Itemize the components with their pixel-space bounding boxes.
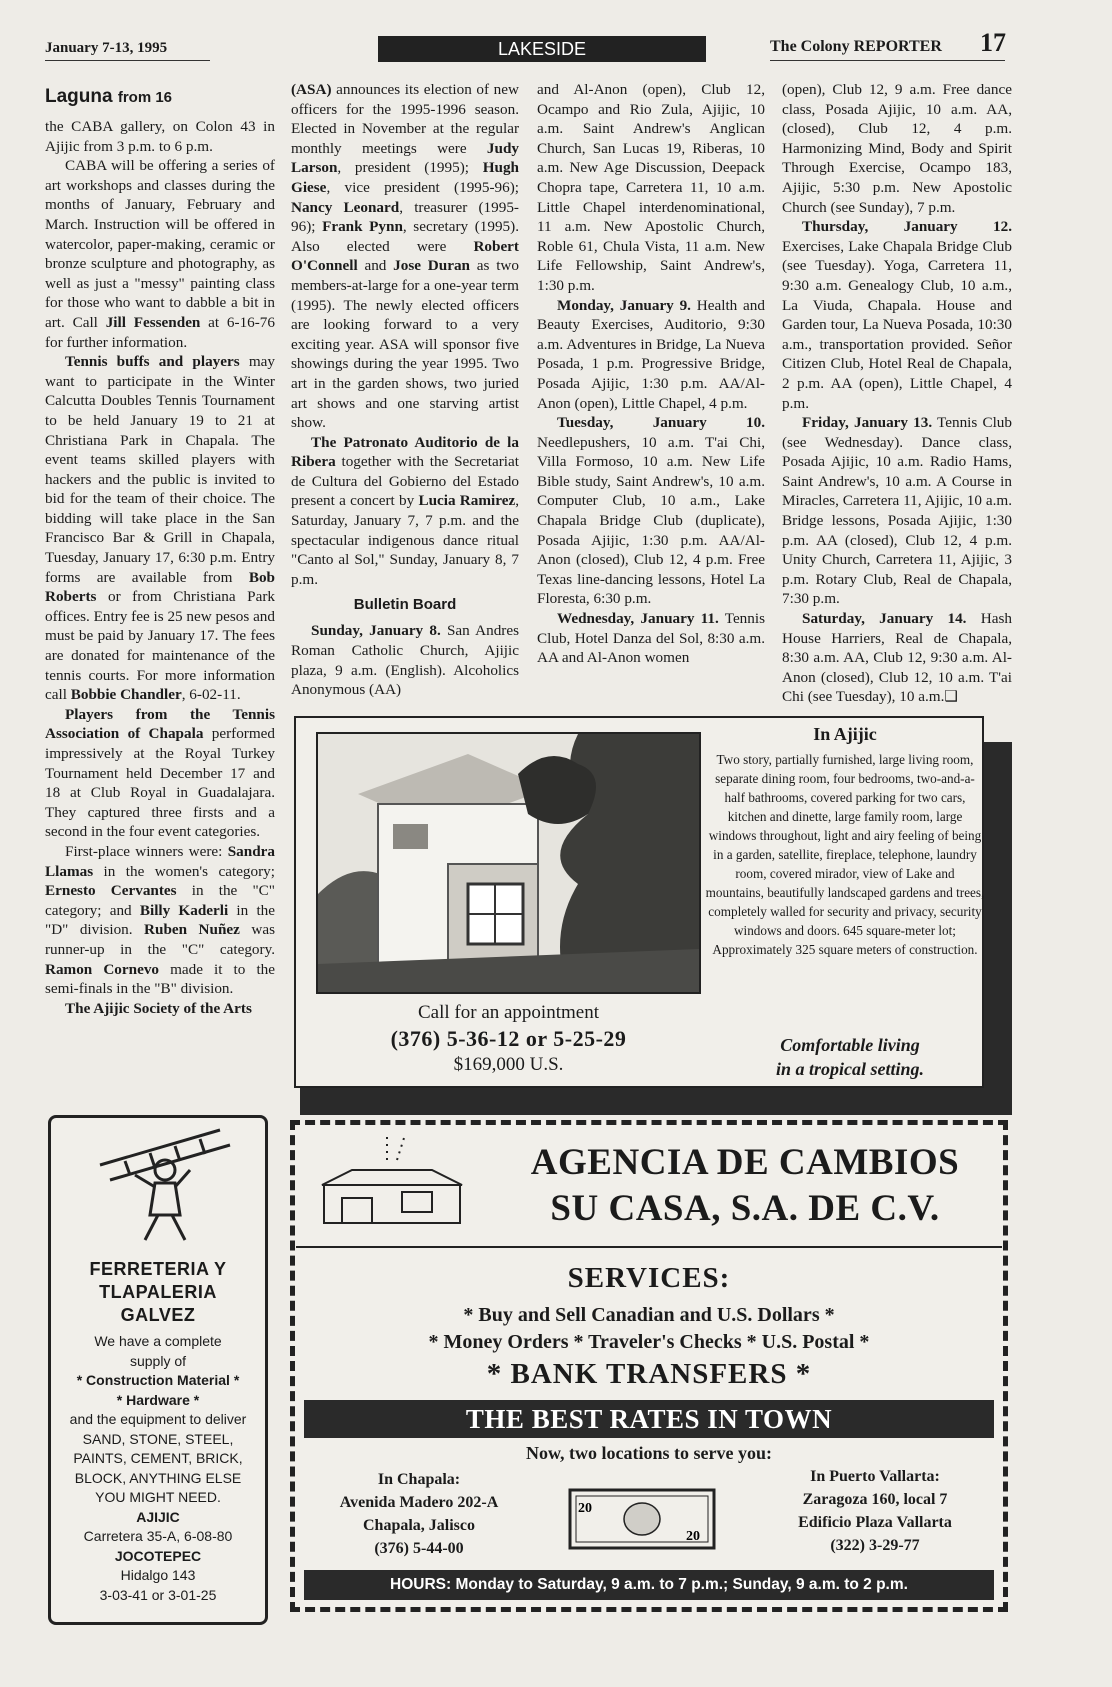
location-vallarta: In Puerto Vallarta: Zaragoza 160, local 7 Edificio Plaza Vallarta (322) 3-29-77 <box>798 1468 952 1554</box>
article-jump: from 16 <box>117 89 173 106</box>
paragraph: Tennis buffs and players may want to participate in the Winter Calcutta Doubles Tennis Tournament to be held January 19 to 21 at Christiana Park in Chapala. The event teams skilled players with hackers and the public is invited to bid for the team of their choice. The bidding will take place in the San Francisco Bar & Grill in Chapala, Tuesday, January 17, 6:30 p.m. Entry forms are available from Bob Roberts or from Christiana Park offices. Entry fee is 25 new pesos and must be paid by January 17. The fees are donated for maintenance of the tennis courts. For more information call Bobbie Chandler, 6-02-11. <box>45 353 275 704</box>
paragraph: Players from the Tennis Association of Chapala performed impressively at the Royal Turkey Tournament held December 17 and 18 at Club Royal in Guadalajara. They captured three firsts and a second in the four event categories. <box>45 705 275 841</box>
locations-heading: Now, two locations to serve you: <box>526 1443 772 1463</box>
svg-text:20: 20 <box>686 1529 700 1544</box>
bulletin-board-heading: Bulletin Board <box>353 596 457 614</box>
agencia-rule <box>296 1246 1002 1248</box>
paragraph: The Patronato Auditorio de la Ribera together with the Secretariat de Cultura del Gobierno del Estado present a concert by Lucia Ramirez, Saturday, January 7, 7 p.m. and the spectacular indigenous dance ritual "Canto al Sol," Sunday, January 8, 7 p.m. <box>291 433 519 588</box>
house-ad-title: In Ajijic <box>813 724 877 744</box>
paragraph: Tuesday, January 10. Needlepushers, 10 a.m. T'ai Chi, Villa Formoso, 10 a.m. New Life Bible study, Saint Andrew's, 10 a.m. Computer Club, 10 a.m., Lake Chapala Bridge Club (duplicate), Posada Ajijic, 1:30 p.m. AA/Al-Anon (closed), Club 12, 4 p.m. Free Texas line-dancing lessons, Hotel La Floresta, 6:30 p.m. <box>537 414 765 608</box>
best-rates-banner: THE BEST RATES IN TOWN <box>304 1400 994 1438</box>
paragraph: the CABA gallery, on Colon 43 in Ajijic from 3 p.m. to 6 p.m. <box>45 118 275 155</box>
end-mark: ❑ <box>944 688 959 706</box>
article-title: Laguna <box>45 86 113 107</box>
house-photo <box>316 732 701 994</box>
house-ad-tagline: Comfortable living in a tropical setting. <box>775 1035 925 1079</box>
paragraph: (open), Club 12, 9 a.m. Free dance class, Posada Ajijic, 10 a.m. AA, (closed), Club 12, 4 p.m. Harmonizing Mind, Body and Spirit Through Exercise, Ocampo 183, Ajijic, 5:30 p.m. New Apostolic Church (see Sunday), 7 p.m. <box>782 81 1012 216</box>
svg-text:20: 20 <box>578 1501 592 1516</box>
ferreteria-title: FERRETERIA Y TLAPALERIA GALVEZ <box>89 1259 227 1325</box>
article-heading <box>45 86 172 108</box>
page-number: 17 <box>980 28 1006 57</box>
service-line: * Buy and Sell Canadian and U.S. Dollars * <box>463 1304 835 1326</box>
column-2 <box>291 80 519 700</box>
paragraph: The Ajijic Society of the Arts <box>65 999 252 1017</box>
services-heading: SERVICES: <box>567 1262 731 1294</box>
paragraph: Wednesday, January 11. Tennis Club, Hotel Danza del Sol, 8:30 a.m. AA and Al-Anon women <box>537 610 765 667</box>
service-line: * Money Orders * Traveler's Checks * U.S. Postal * <box>428 1331 870 1353</box>
call-text: Call for an appointment <box>418 1002 599 1023</box>
phone-numbers: (376) 5-36-12 or 5-25-29 <box>390 1026 627 1051</box>
column-1 <box>45 117 275 1018</box>
worker-ladder-icon <box>80 1125 245 1245</box>
paragraph: Saturday, January 14. Hash House Harriers, Real de Chapala, 8:30 a.m. AA, Club 12, 9:30 a.m. Al-Anon (closed), Club 12, 10 a.m. T'ai Chi (see Tuesday), 10 a.m.❑ <box>782 610 1012 706</box>
column-3 <box>537 80 765 668</box>
ferreteria-body: We have a complete supply of * Construction Material * * Hardware * and the equipment to deliver SAND, STONE, STEEL, PAINTS, CEMENT, BRICK, BLOCK, ANYTHING ELSE YOU MIGHT NEED. AJIJIC Carretera 35-A, 6-08-80 JOCOTEPEC Hidalgo 143 3-03-41 or 3-01-25 <box>69 1333 247 1603</box>
house-ad-contact <box>316 1000 701 1078</box>
house-sketch-icon <box>312 1130 472 1230</box>
hours-banner: HOURS: Monday to Saturday, 9 a.m. to 7 p.m.; Sunday, 9 a.m. to 2 p.m. <box>304 1570 994 1600</box>
paper-name: The Colony REPORTER <box>770 38 942 55</box>
paragraph: CABA will be offering a series of art workshops and classes during the months of January, February and March. Instruction will be offered in watercolor, paper-making, ceramic or bronze sculpture and photography, as well as just a "messy" painting class for those who want to dabble a bit in art. Call Jill Fessenden at 6-16-76 for further information. <box>45 157 275 351</box>
header-rule <box>45 60 210 61</box>
paragraph: Thursday, January 12. Exercises, Lake Chapala Bridge Club (see Tuesday). Yoga, Carretera 11, 9:30 a.m. Genealogy Club, 10 a.m., La Viuda, Chapala. House and Garden tour, La Nueva Posada, 10:30 a.m., transportation provided. Señor Citizen Club, Hotel Real de Chapala, 2 p.m. AA (open), Little Chapel, 4 p.m. <box>782 218 1012 412</box>
price: $169,000 U.S. <box>453 1054 564 1075</box>
header-rule-right <box>770 60 1005 61</box>
location-chapala: In Chapala: Avenida Madero 202-A Chapala, Jalisco (376) 5-44-00 <box>339 1471 499 1557</box>
house-photo-illustration <box>318 734 699 992</box>
issue-date: January 7-13, 1995 <box>45 40 168 56</box>
paragraph: and Al-Anon (open), Club 12, Ocampo and Rio Zula, Ajijic, 10 a.m. Saint Andrew's Anglican Church, San Lucas 19, Riberas, 10 a.m. New Age Discussion, Deepack Chopra tape, Carretera 11, 10 a.m. Little Chapel interdenominational, 11 a.m. New Apostolic Church, Roble 61, Chula Vista, 11 a.m. New Life Fellowship, Saint Andrew's, 1:30 p.m. <box>537 81 765 294</box>
banknote-icon <box>568 1488 716 1550</box>
service-line: * BANK TRANSFERS * <box>486 1358 812 1390</box>
paragraph: Monday, January 9. Health and Beauty Exercises, Auditorio, 9:30 a.m. Adventures in Bridge, La Nueva Posada, 1 p.m. Progressive Bridge, Posada Ajijic, 1:30 p.m. AA/Al-Anon (open), Little Chapel, 4 p.m. <box>537 296 765 412</box>
paragraph: (ASA) announces its election of new officers for the 1995-1996 season. Elected in November at the regular monthly meetings were Judy Larson, president (1995); Hugh Giese, vice president (1995-96); Nancy Leonard, treasurer (1995-96); Frank Pynn, secretary (1995). Also elected were Robert O'Connell and Jose Duran as two members-at-large for a one-year term (1995). The newly elected officers are looking forward to a very exciting year. ASA will sponsor five showings during the year 1995. Two art in the garden shows, two juried art shows and one starving artist show. <box>291 81 519 432</box>
paragraph: Sunday, January 8. San Andres Roman Catholic Church, Ajijic plaza, 9 a.m. (English). Alcoholics Anonymous (AA) <box>291 622 519 699</box>
paragraph: Friday, January 13. Tennis Club (see Wednesday). Dance class, Posada Ajijic, 10 a.m. Radio Hams, Saint Andrew's, 10 a.m. A Course in Miracles, Carretera 11, Ajijic, 10 a.m. Bridge lessons, Posada Ajijic, 1:30 p.m. AA (closed), Club 12, 4 p.m. Unity Church, Carretera 11, Ajijic, 3 p.m. Rotary Club, Real de Chapala, 7:30 p.m. <box>782 414 1012 608</box>
paragraph: First-place winners were: Sandra Llamas in the women's category; Ernesto Cervantes in the "C" category; and Billy Kaderli in the "D" division. Ruben Nuñez was runner-up in the "C" category. Ramon Cornevo made it to the semi-finals in the "B" division. <box>45 842 275 998</box>
section-banner: LAKESIDE <box>378 36 706 62</box>
house-ad-description: Two story, partially furnished, large living room, separate dining room, four bedrooms, two-and-a-half bathrooms, covered parking for two cars, kitchen and dinette, large family room, large windows throughout, light and airy feeling of being in a garden, satellite, fireplace, telephone, laundry room, covered mirador, view of Lake and mountains, beautifully landscaped gardens and trees, completely walled for security and privacy, security windows and doors. 645 square-meter lot; Approximately 325 square meters of construction. <box>705 752 985 957</box>
column-4 <box>782 80 1012 707</box>
agencia-title: AGENCIA DE CAMBIOS SU CASA, S.A. DE C.V. <box>530 1142 960 1229</box>
